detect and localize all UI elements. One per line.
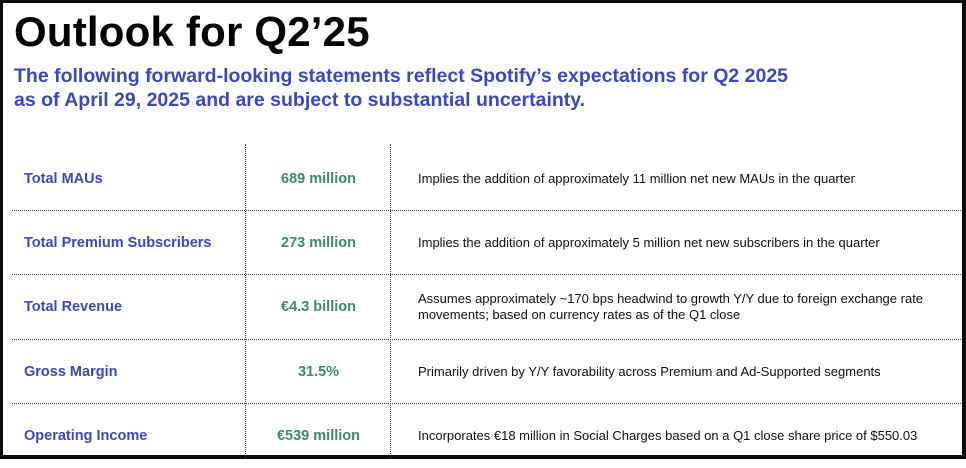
metric-label: Gross Margin: [24, 364, 118, 380]
page-title: Outlook for Q2’25: [14, 8, 370, 55]
table-row: [3, 147, 961, 211]
metric-note: Implies the addition of approximately 5 million net new subscribers in the quarter: [418, 235, 880, 250]
metric-value: 31.5%: [297, 364, 340, 380]
metric-label: Total Premium Subscribers: [24, 235, 212, 251]
metric-value: €539 million: [276, 428, 360, 444]
metric-note: Assumes approximately ~170 bps headwind to growth Y/Y due to foreign exchange rate movements; based on currency rates as of the Q1 close: [418, 291, 924, 322]
page-subtitle: The following forward-looking statements reflect Spotify’s expectations for Q2 2025 as of April 29, 2025 and are subject to substantial uncertainty.: [14, 65, 789, 111]
metric-note: Implies the addition of approximately 11 million net new MAUs in the quarter: [418, 171, 855, 186]
table-row: [3, 211, 961, 275]
metric-note: Primarily driven by Y/Y favorability across Premium and Ad-Supported segments: [418, 364, 881, 379]
metric-value: 689 million: [281, 171, 356, 187]
table-row: [3, 340, 961, 404]
metric-label: Total Revenue: [24, 299, 123, 315]
metric-label: Operating Income: [24, 428, 148, 444]
metric-label: Total MAUs: [24, 171, 103, 187]
table-row: [3, 404, 961, 468]
metric-value: €4.3 billion: [281, 299, 356, 315]
table-row: [3, 275, 961, 339]
metric-value: 273 million: [281, 235, 356, 251]
metric-note: Incorporates €18 million in Social Charges based on a Q1 close share price of $550.03: [418, 428, 918, 443]
